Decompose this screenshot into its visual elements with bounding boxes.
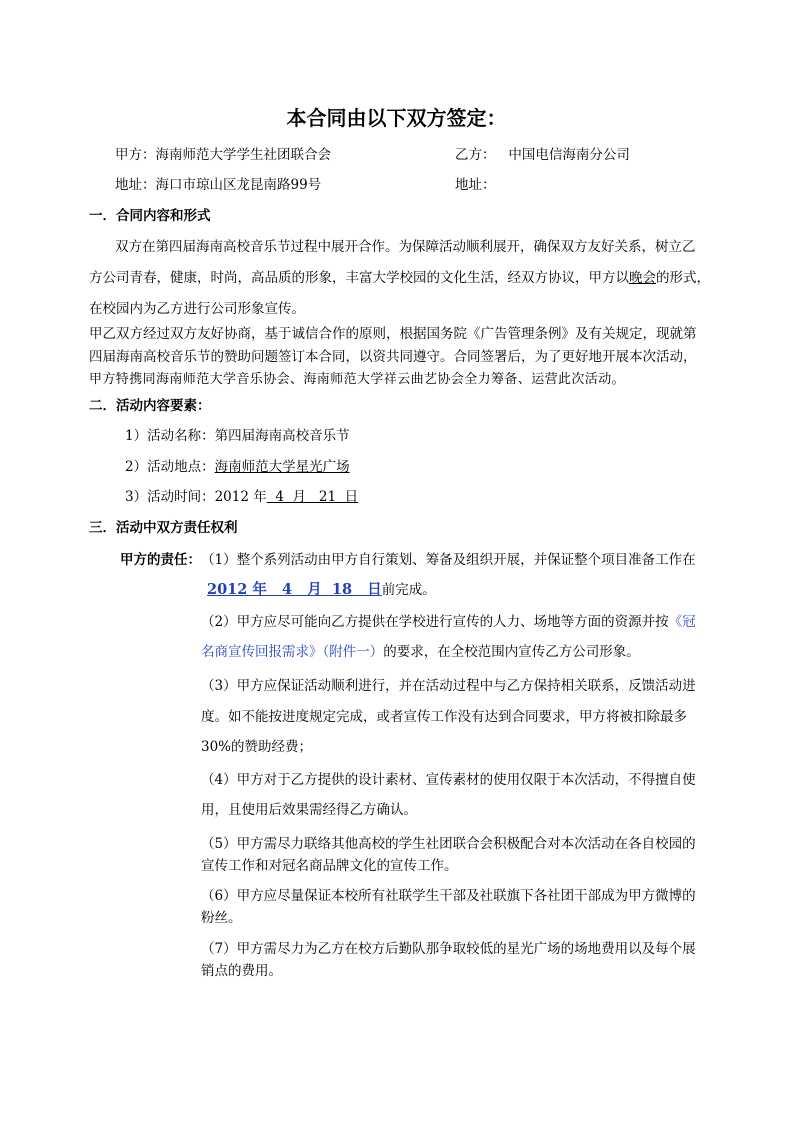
party-b-label: 乙方： <box>455 147 496 163</box>
section2-item-name <box>125 426 350 446</box>
party-a-address-row <box>115 175 321 195</box>
clause1-line2 <box>207 580 436 600</box>
section2-item-time <box>125 487 358 507</box>
clause5-line2: 宣传工作和对冠名商品牌文化的宣传工作。 <box>201 858 458 874</box>
section1-p1-underlined-term: 晚会 <box>629 270 656 286</box>
clause1-line1: （1）整个系列活动由甲方自行策划、筹备及组织开展，并保证整个项目准备工作在 <box>201 552 696 568</box>
party-a-duty-label: 甲方的责任： <box>120 552 201 568</box>
page-title: 本合同由以下双方签定： <box>286 106 507 130</box>
party-a-name: 海南师范大学学生社团联合会 <box>155 147 331 163</box>
party-a-address-label: 地址： <box>115 177 156 193</box>
clause1-deadline-date: 2012 年 4 月 18 日 <box>207 581 382 598</box>
clause3-line3: 30%的赞助经费； <box>201 739 313 755</box>
section1-p2-line3: 甲方特携同海南师范大学音乐协会、海南师范大学祥云曲艺协会全力筹备、运营此次活动。 <box>89 372 626 387</box>
item-name-value: 第四届海南高校音乐节 <box>214 428 350 444</box>
item-name-prefix: 1）活动名称： <box>125 428 215 444</box>
section1-p1-line2-text: 方公司青春，健康，时尚，高品质的形象，丰富大学校园的文化生活，经双方协议，甲方以 <box>89 270 629 286</box>
clause1-line2-end: 前完成。 <box>381 582 436 598</box>
clause6-line1: （6）甲方应尽量保证本校所有社联学生干部及社联旗下各社团干部成为甲方微博的 <box>201 888 696 904</box>
clause2-line2 <box>201 642 640 662</box>
item-time-value: 4 月 21 日 <box>266 489 359 505</box>
clause5-line1: （5）甲方需尽力联络其他高校的学生社团联合会积极配合对本次活动在各自校园的 <box>201 836 696 852</box>
party-b-row <box>455 145 630 165</box>
item-location-prefix: 2）活动地点： <box>125 459 215 475</box>
section1-p1-line2-end: 的形式， <box>656 270 710 286</box>
section1-p2-line1: 甲乙双方经过双方友好协商，基于诚信合作的原则，根据国务院《广告管理条例》及有关规定，现就第 <box>89 326 697 342</box>
clause3-line2: 度。如不能按进度规定完成，或者宣传工作没有达到合同要求，甲方将被扣除最多 <box>201 709 687 725</box>
clause4-line2: 用，且使用后效果需经得乙方确认。 <box>201 802 417 818</box>
clause7-line1: （7）甲方需尽力为乙方在校方后勤队那争取较低的星光广场的场地费用以及每个展 <box>201 941 696 957</box>
party-a-label: 甲方： <box>115 147 156 163</box>
clause2-line2-end: 的要求，在全校范围内宣传乙方公司形象。 <box>383 644 640 660</box>
party-a-address: 海口市琼山区龙昆南路99号 <box>155 177 322 193</box>
clause4-line1: （4）甲方对于乙方提供的设计素材、宣传素材的使用仅限于本次活动，不得擅自使 <box>201 772 696 788</box>
section1-p1-line1: 双方在第四届海南高校音乐节过程中展开合作。为保障活动顺利展开，确保双方友好关系，树立乙 <box>115 239 696 255</box>
section1-p1-line3: 在校园内为乙方进行公司形象宣传。 <box>89 301 305 317</box>
section3-heading: 三．活动中双方责任权利 <box>89 520 238 536</box>
clause2-reference-start: 《冠 <box>668 614 696 630</box>
item-location-value: 海南师范大学星光广场 <box>214 459 350 475</box>
clause3-line1: （3）甲方应保证活动顺利进行，并在活动过程中与乙方保持相关联系，反馈活动进 <box>201 678 696 694</box>
section2-heading: 二．活动内容要素： <box>89 398 211 414</box>
section1-p1-line2 <box>89 268 710 288</box>
party-b-name: 中国电信海南分公司 <box>508 147 630 163</box>
section1-heading: 一．合同内容和形式 <box>89 208 211 224</box>
party-b-address-row <box>455 175 496 195</box>
clause6-line2: 粉丝。 <box>201 910 242 926</box>
party-a-row <box>115 145 331 165</box>
section1-p2-line2: 四届海南高校音乐节的赞助问题签订本合同，以资共同遵守。合同签署后，为了更好地开展本次活动， <box>89 349 697 365</box>
clause2-reference: 名商宣传回报需求》（附件一） <box>201 644 384 660</box>
party-b-address-label: 地址： <box>455 177 496 193</box>
clause2-line1 <box>201 612 696 632</box>
item-time-prefix: 3）活动时间：2012 年 <box>125 489 267 505</box>
clause7-line2: 销点的费用。 <box>201 963 282 979</box>
section2-item-location <box>125 457 350 477</box>
clause2-line1-text: （2）甲方应尽可能向乙方提供在学校进行宣传的人力、场地等方面的资源并按 <box>201 614 669 630</box>
